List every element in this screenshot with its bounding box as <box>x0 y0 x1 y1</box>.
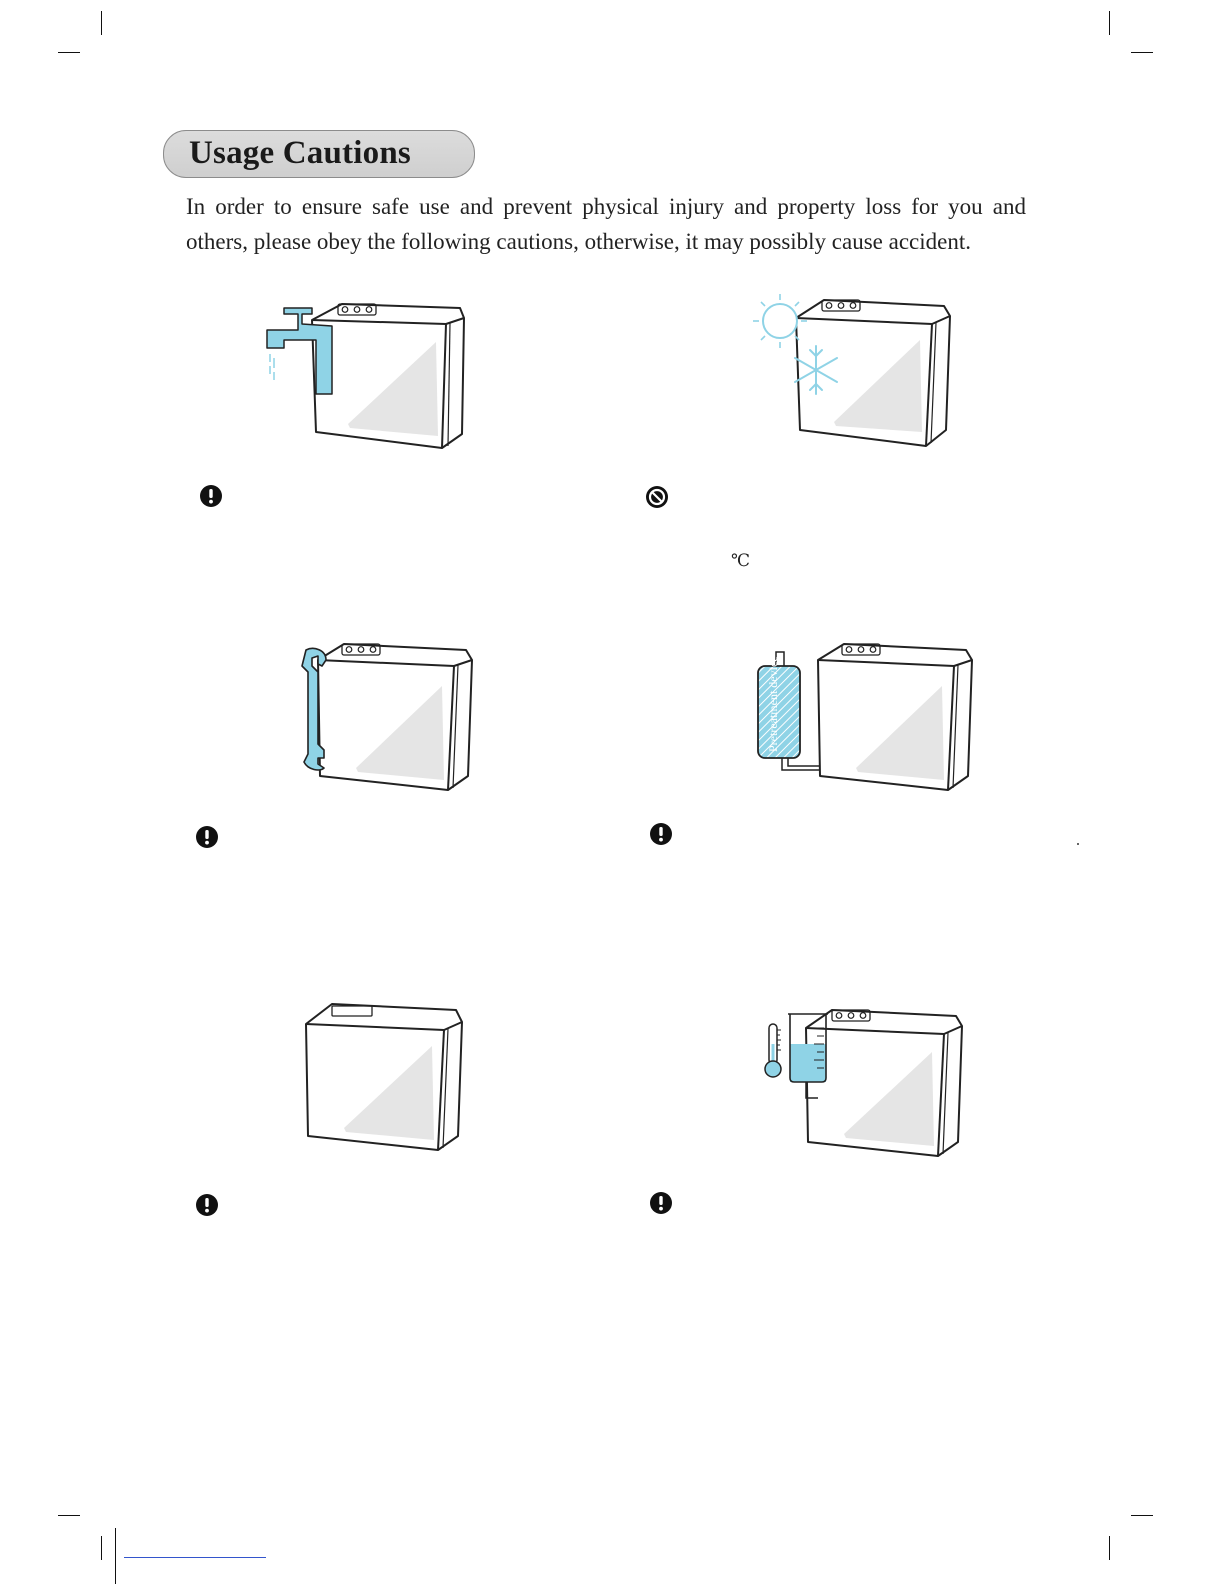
prohibited-icon <box>645 485 669 509</box>
purifier-with-pretreatment-device-illustration <box>748 640 978 798</box>
purifier-plain-illustration <box>298 1000 468 1156</box>
stray-dot <box>1077 843 1079 845</box>
exclamation-icon <box>649 822 673 846</box>
exclamation-icon <box>649 1191 673 1215</box>
crop-mark <box>115 1528 116 1584</box>
purifier-with-thermometer-and-beaker-illustration <box>758 1004 968 1162</box>
intro-paragraph: In order to ensure safe use and prevent physical injury and property loss for you and others, please obey the following cautions, otherwise, it may possibly cause accident. <box>186 194 1026 254</box>
purifier-with-sun-and-snowflake-illustration <box>744 290 964 452</box>
exclamation-icon <box>199 484 223 508</box>
section-title-pill <box>163 130 475 178</box>
crop-mark <box>1109 11 1110 35</box>
crop-mark <box>101 1536 102 1560</box>
exclamation-icon <box>195 1193 219 1217</box>
crop-mark <box>1131 52 1153 53</box>
crop-mark <box>101 11 102 35</box>
crop-mark <box>1131 1515 1153 1516</box>
exclamation-icon <box>195 825 219 849</box>
crop-mark <box>58 52 80 53</box>
purifier-with-wrench-illustration <box>296 640 486 798</box>
celsius-unit-text: ℃ <box>731 551 751 570</box>
footer-link-underline <box>124 1557 266 1558</box>
crop-mark <box>1109 1536 1110 1560</box>
crop-mark <box>58 1515 80 1516</box>
pretreatment-device-label: Pretreatment device <box>766 656 780 752</box>
purifier-with-faucet-illustration <box>250 296 480 456</box>
section-title: Usage Cautions <box>189 135 411 171</box>
